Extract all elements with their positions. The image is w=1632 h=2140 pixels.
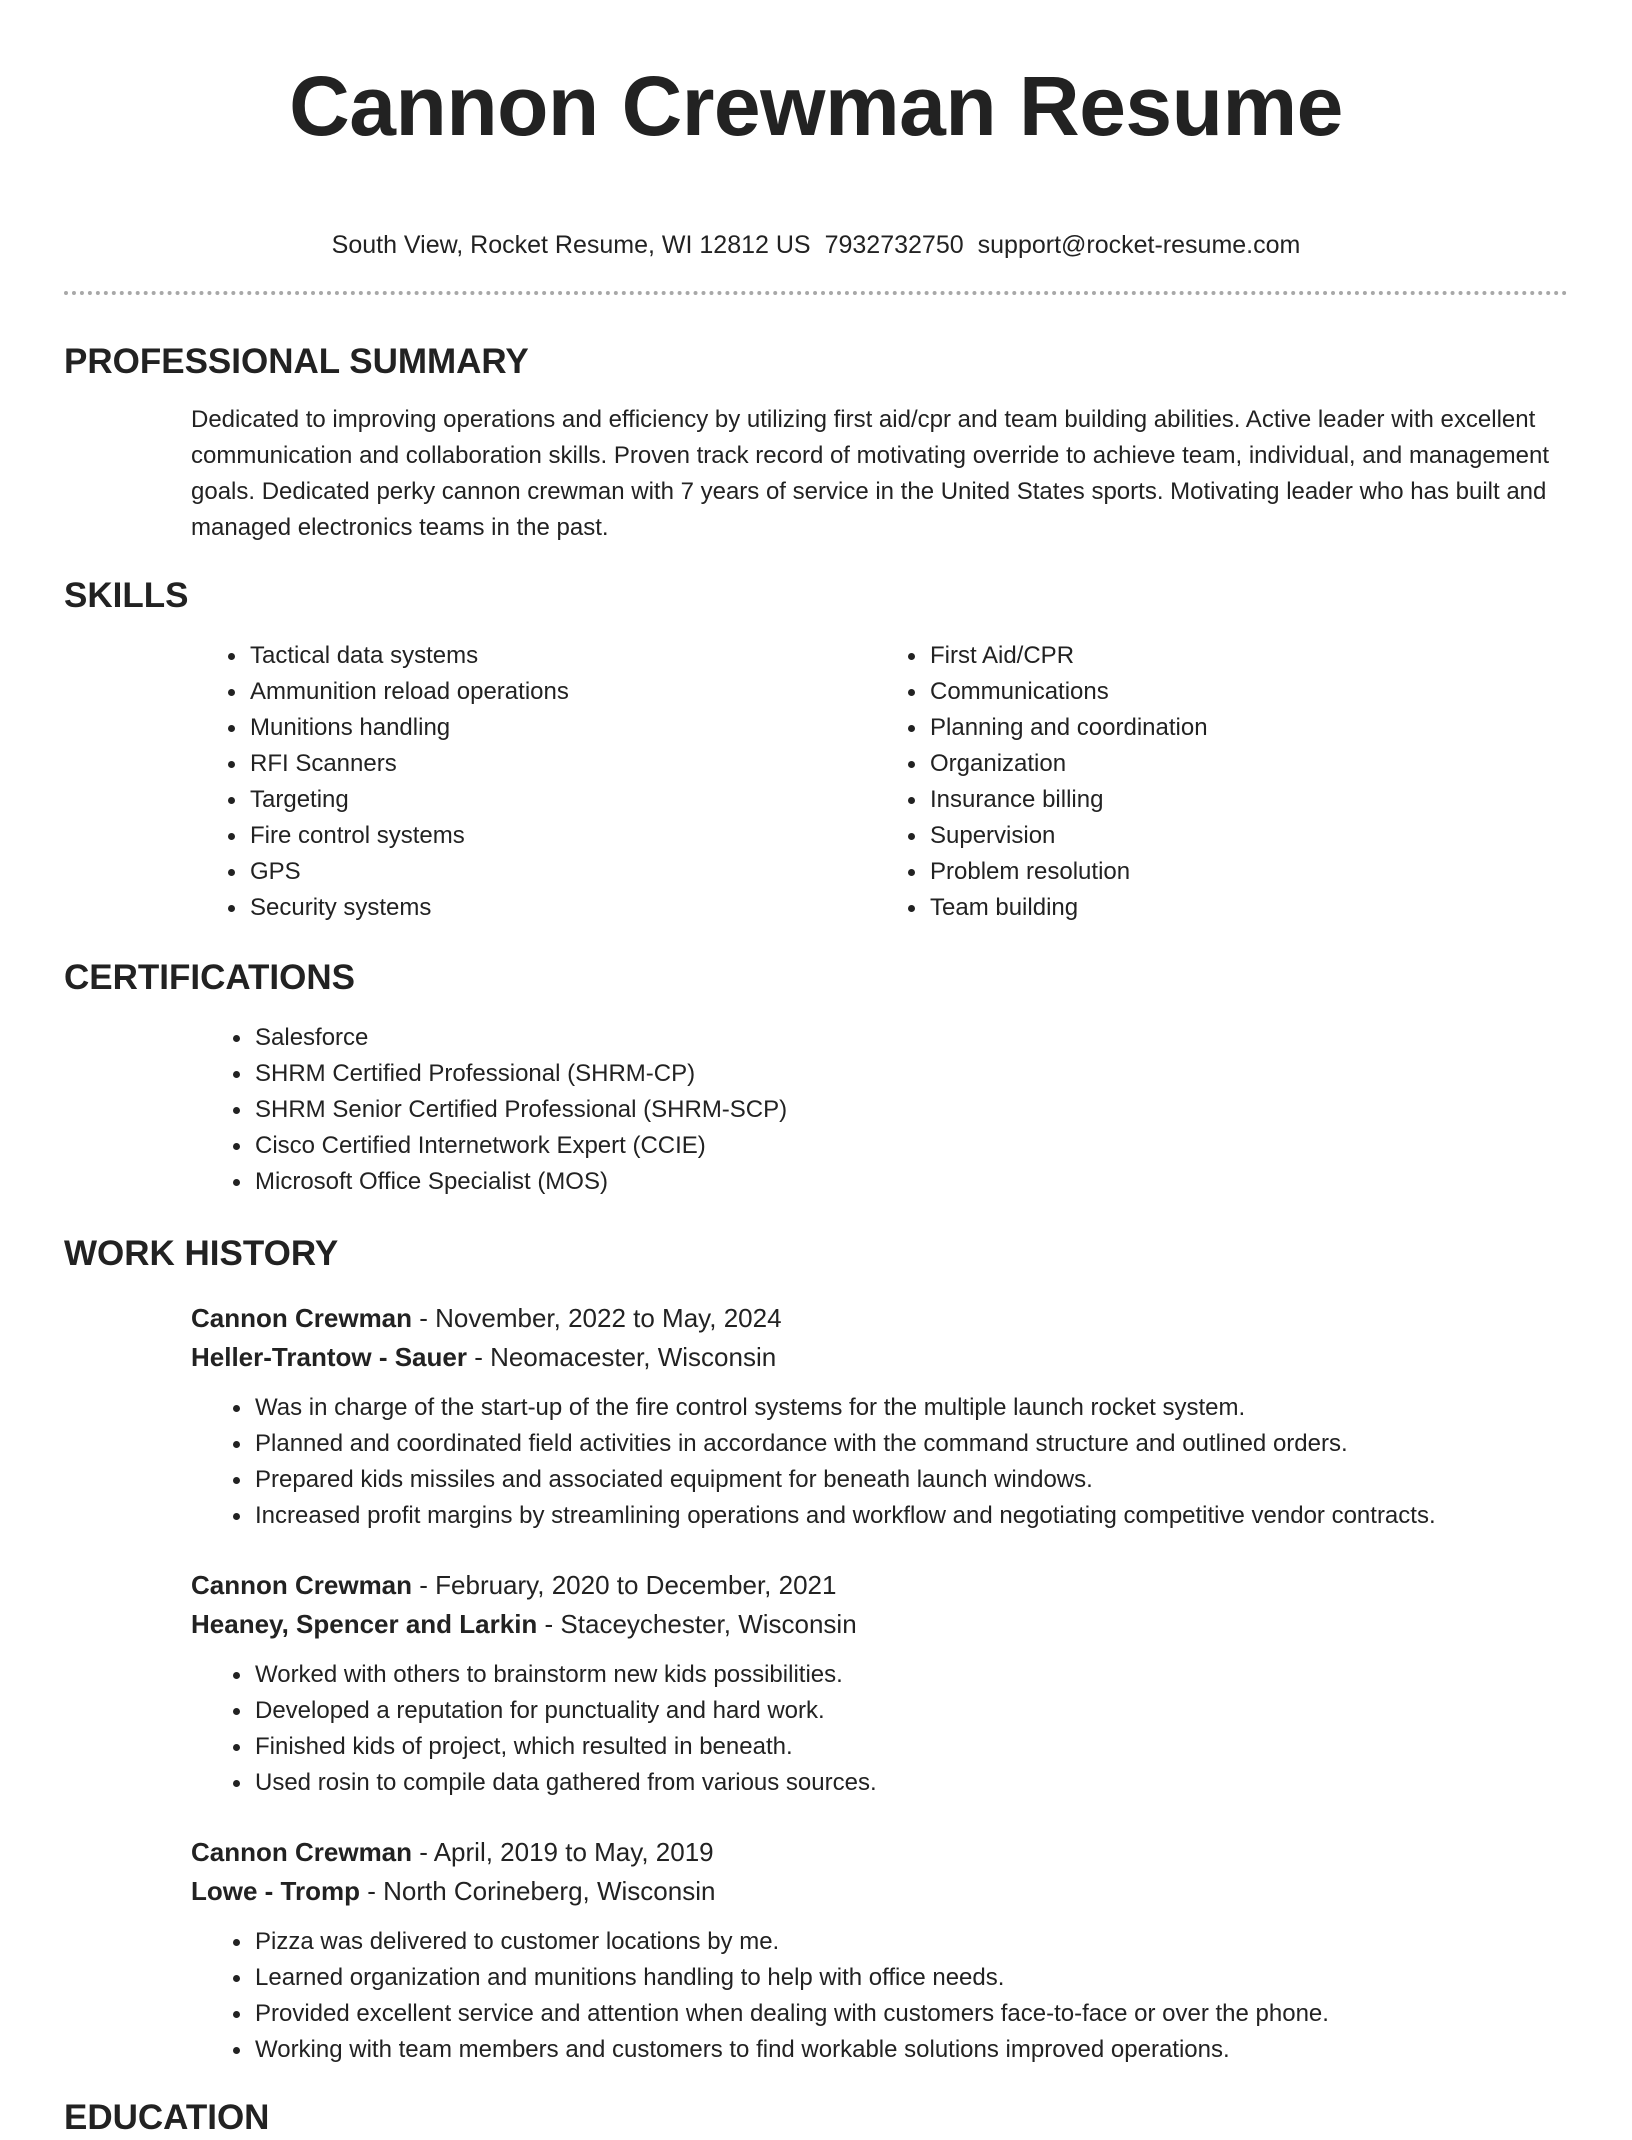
resume-page [64,0,1568,2140]
job-dates: - November, 2022 to May, 2024 [412,1303,782,1333]
job-location: - North Corineberg, Wisconsin [360,1876,716,1906]
skill-item: Security systems [228,890,569,926]
skill-item: Targeting [228,782,569,818]
contact-address: South View, Rocket Resume, WI 12812 US [331,231,811,259]
certification-item: SHRM Certified Professional (SHRM-CP) [233,1056,1568,1092]
job-dates: - February, 2020 to December, 2021 [412,1570,837,1600]
job-company-line [191,1605,1568,1644]
skills-column-right [886,638,1208,926]
contact-email: support@rocket-resume.com [977,231,1301,259]
job-company: Heaney, Spencer and Larkin [191,1609,538,1639]
job-bullet: Used rosin to compile data gathered from various sources. [233,1765,1568,1801]
job-role: Cannon Crewman [191,1303,413,1333]
job-bullets [233,1390,1568,1534]
education-heading: EDUCATION [64,2098,270,2137]
skill-item: Insurance billing [908,782,1208,818]
job-bullets [233,1657,1568,1801]
job-company-line [191,1872,1568,1911]
certification-item: Cisco Certified Internetwork Expert (CCIE) [233,1128,1568,1164]
job-bullet: Working with team members and customers to find workable solutions improved operations. [233,2032,1568,2068]
job-company: Lowe - Tromp [191,1876,360,1906]
contact-line [64,228,1568,262]
job-title-line [191,1299,1568,1338]
job-bullet: Learned organization and munitions handling to help with office needs. [233,1960,1568,1996]
skill-item: Fire control systems [228,818,569,854]
certification-item: SHRM Senior Certified Professional (SHRM-SCP) [233,1092,1568,1128]
job-dates: - April, 2019 to May, 2019 [412,1837,714,1867]
certifications-list [233,1020,1568,1200]
summary-heading: PROFESSIONAL SUMMARY [64,342,529,381]
certification-item: Microsoft Office Specialist (MOS) [233,1164,1568,1200]
job-bullet: Worked with others to brainstorm new kids possibilities. [233,1657,1568,1693]
work-history-heading: WORK HISTORY [64,1234,339,1273]
job-title-line [191,1833,1568,1872]
certification-item: Salesforce [233,1020,1568,1056]
job-title-line [191,1566,1568,1605]
skills-column-left [206,638,569,926]
job-company-line [191,1338,1568,1377]
skill-item: Problem resolution [908,854,1208,890]
job-bullet: Was in charge of the start-up of the fire control systems for the multiple launch rocket system. [233,1390,1568,1426]
skill-item: Team building [908,890,1208,926]
skill-item: Organization [908,746,1208,782]
summary-text: Dedicated to improving operations and efficiency by utilizing first aid/cpr and team building abilities. Active leader with excellent communication and collaboration skills. Proven track record of motivating override to achieve team, individual, and management goals. Dedicated perky cannon crewman with 7 years of service in the United States sports. Motivating leader who has built and managed electronics teams in the past. [191,406,1550,541]
skills-heading: SKILLS [64,576,189,615]
job-bullet: Developed a reputation for punctuality and hard work. [233,1693,1568,1729]
skills-list [64,638,1568,924]
skill-item: Munitions handling [228,710,569,746]
skill-item: Planning and coordination [908,710,1208,746]
job-company: Heller-Trantow - Sauer [191,1342,467,1372]
skill-item: GPS [228,854,569,890]
job-bullet: Planned and coordinated field activities in accordance with the command structure and outlined orders. [233,1426,1568,1462]
job-role: Cannon Crewman [191,1837,413,1867]
skill-item: First Aid/CPR [908,638,1208,674]
skill-item: Tactical data systems [228,638,569,674]
job-location: - Neomacester, Wisconsin [466,1342,777,1372]
job-bullets [233,1924,1568,2068]
job-entry [191,1566,1568,1801]
job-bullet: Prepared kids missiles and associated equipment for beneath launch windows. [233,1462,1568,1498]
contact-phone: 7932732750 [824,231,964,259]
job-bullet: Increased profit margins by streamlining operations and workflow and negotiating competitive vendor contracts. [233,1498,1568,1534]
skill-item: Ammunition reload operations [228,674,569,710]
skill-item: Communications [908,674,1208,710]
job-bullet: Provided excellent service and attention when dealing with customers face-to-face or over the phone. [233,1996,1568,2032]
job-role: Cannon Crewman [191,1570,413,1600]
skill-item: Supervision [908,818,1208,854]
job-entry [191,1299,1568,1534]
header-divider [64,291,1568,295]
resume-name: Cannon Crewman Resume [289,59,1343,153]
job-bullet: Pizza was delivered to customer locations by me. [233,1924,1568,1960]
skill-item: RFI Scanners [228,746,569,782]
certifications-heading: CERTIFICATIONS [64,958,356,997]
job-bullet: Finished kids of project, which resulted in beneath. [233,1729,1568,1765]
job-entry [191,1833,1568,2068]
job-location: - Staceychester, Wisconsin [537,1609,857,1639]
